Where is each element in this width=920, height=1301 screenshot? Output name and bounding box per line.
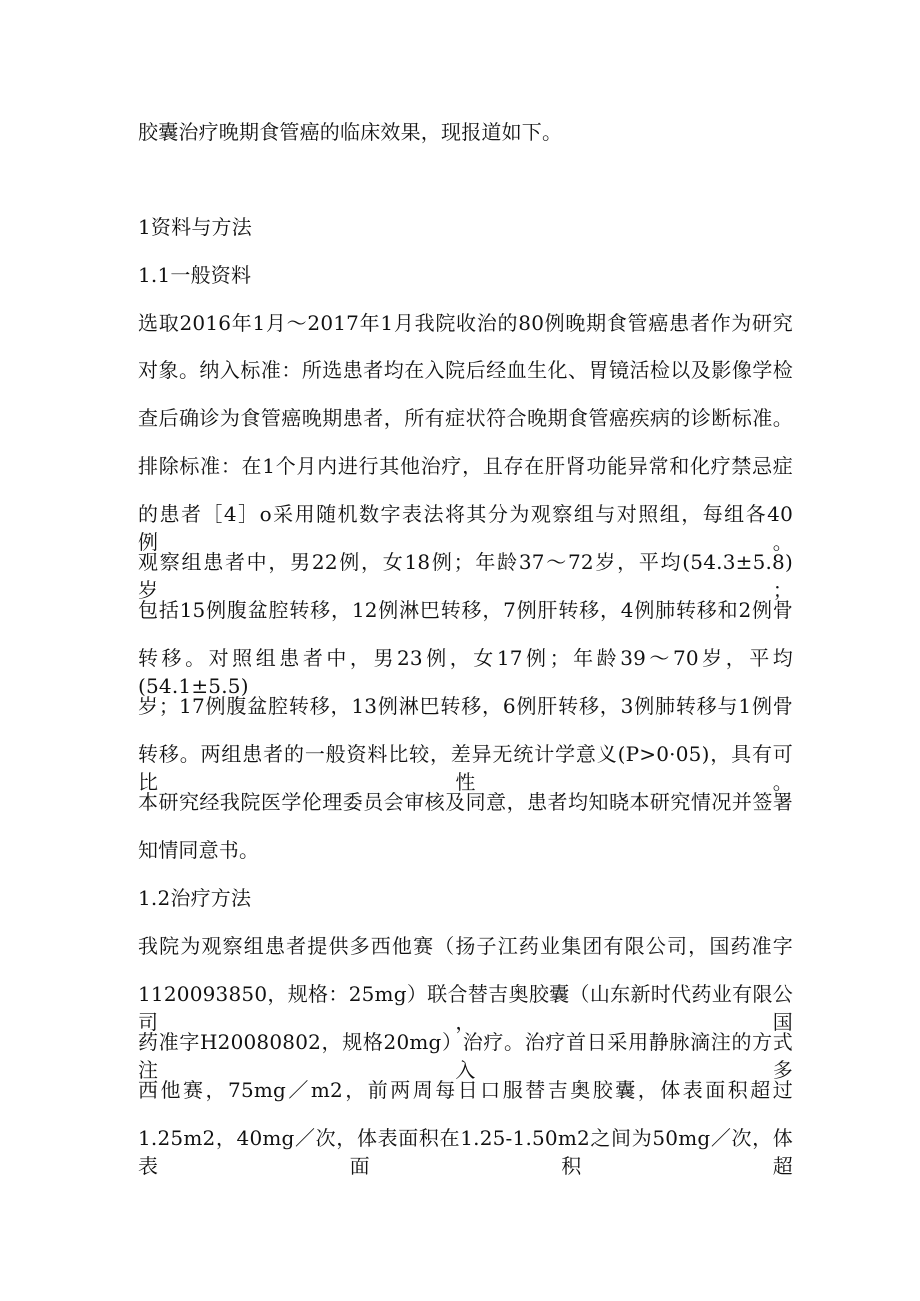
subsection-heading: 1.1一般资料 xyxy=(138,263,252,287)
paragraph-line: 药准字H20080802，规格20mg）治疗。治疗首日采用静脉滴注的方式注入多 xyxy=(138,1030,793,1082)
paragraph-line: 转移。两组患者的一般资料比较，差异无统计学意义(P>0·05)，具有可比性。 xyxy=(138,742,793,794)
paragraph-line: 的患者［4］o采用随机数字表法将其分为观察组与对照组，每组各40例。 xyxy=(138,502,793,554)
paragraph-line: 观察组患者中，男22例，女18例；年龄37～72岁，平均(54.3±5.8)岁； xyxy=(138,550,793,602)
paragraph-line: 对象。纳入标准：所选患者均在入院后经血生化、胃镜活检以及影像学检 xyxy=(138,358,793,382)
paragraph-line: 胶囊治疗晚期食管癌的临床效果，现报道如下。 xyxy=(138,120,563,144)
section-heading: 1资料与方法 xyxy=(138,215,252,239)
paragraph-line: 西他赛，75mg／m2，前两周每日口服替吉奥胶囊，体表面积超过 xyxy=(138,1078,793,1102)
paragraph-line: 本研究经我院医学伦理委员会审核及同意，患者均知晓本研究情况并签署 xyxy=(138,790,793,814)
paragraph-line: 1.25m2，40mg／次，体表面积在1.25-1.50m2之间为50mg／次，体表面积超 xyxy=(138,1126,793,1178)
subsection-heading: 1.2治疗方法 xyxy=(138,886,252,910)
paragraph-line: 我院为观察组患者提供多西他赛（扬子江药业集团有限公司，国药准字 xyxy=(138,934,793,958)
paragraph-line: 知情同意书。 xyxy=(138,838,260,862)
paragraph-line: 1120093850，规格：25mg）联合替吉奥胶囊（山东新时代药业有限公司，国 xyxy=(138,982,793,1034)
paragraph-line: 查后确诊为食管癌晚期患者，所有症状符合晚期食管癌疾病的诊断标准。 xyxy=(138,406,793,430)
paragraph-line: 岁；17例腹盆腔转移，13例淋巴转移，6例肝转移，3例肺转移与1例骨 xyxy=(138,694,793,718)
paragraph-line: 选取2016年1月～2017年1月我院收治的80例晚期食管癌患者作为研究 xyxy=(138,311,793,335)
paragraph-line: 包括15例腹盆腔转移，12例淋巴转移，7例肝转移，4例肺转移和2例骨 xyxy=(138,598,793,622)
paragraph-line: 转移。对照组患者中，男23例，女17例；年龄39～70岁，平均(54.1±5.5) xyxy=(138,646,793,698)
paragraph-line: 排除标准：在1个月内进行其他治疗，且存在肝肾功能异常和化疗禁忌症 xyxy=(138,454,793,478)
